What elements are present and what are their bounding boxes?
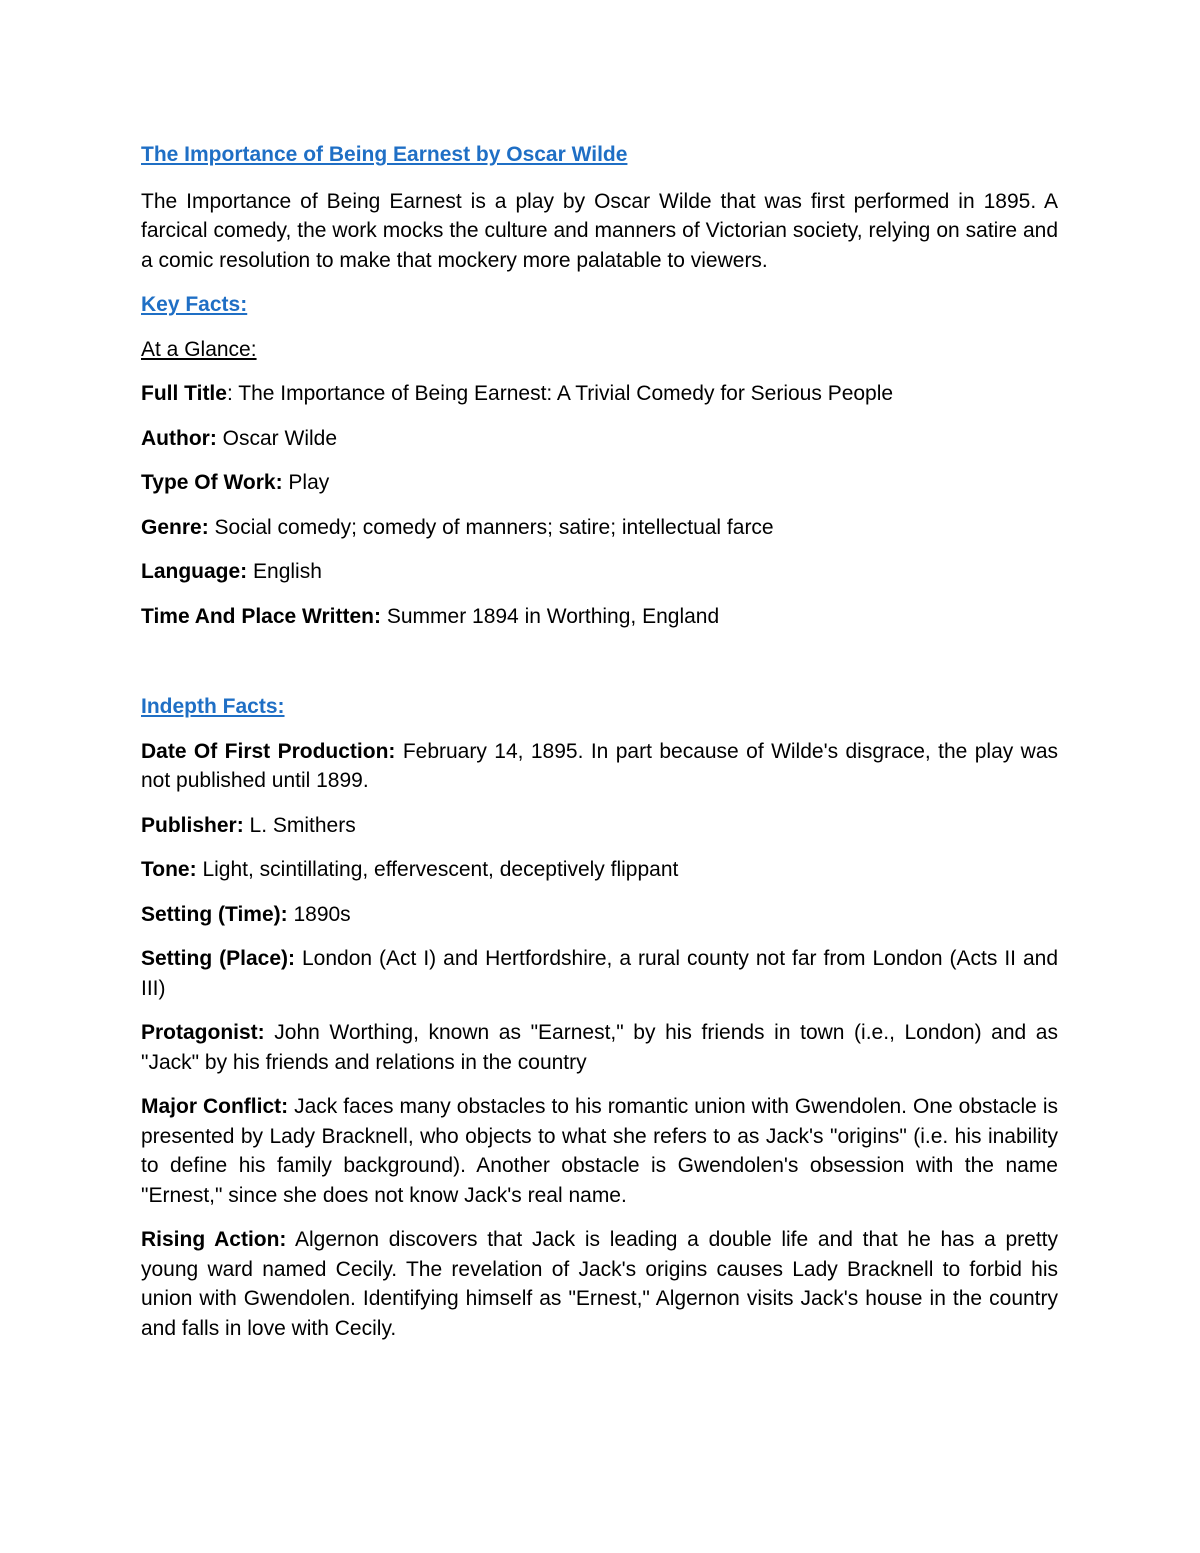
fact-label: Author: [141,426,217,450]
fact-separator [295,947,302,970]
fact-date-of-first-production [141,737,1058,796]
fact-label: Setting (Time): [141,902,288,926]
fact-full-title [141,379,1058,409]
fact-separator [286,1228,295,1251]
fact-value: L. Smithers [249,813,356,837]
fact-value: Jack faces many obstacles to his romantic union with Gwendolen. One obstacle is presented by Lady Bracknell, who objects to what she refers to as Jack's "origins" (i.e. his inability to define his family background). Another obstacle is Gwendolen's obsession with the name "Ernest," since she does not know Jack's real name. [141,1095,1058,1207]
intro-paragraph: The Importance of Being Earnest is a play by Oscar Wilde that was first performed in 1895. A farcical comedy, the work mocks the culture and manners of Victorian society, relying on satire and a comic resolution to make that mockery more palatable to viewers. [141,189,1058,272]
fact-author [141,424,1058,454]
indepth-facts-heading[interactable]: Indepth Facts: [141,695,285,718]
fact-label: Language: [141,560,248,583]
fact-value: February 14, 1895. In part because of Wilde's disgrace, the play was not published until 1899. [141,739,1058,792]
fact-setting-place [141,944,1058,1003]
fact-value: Play [288,471,330,494]
fact-setting-time [141,900,1058,930]
key-facts-heading[interactable]: Key Facts: [141,293,248,316]
fact-value: Light, scintillating, effervescent, deceptively flippant [202,858,679,881]
fact-value: Algernon discovers that Jack is leading a double life and that he has a pretty young ward named Cecily. The revelation of Jack's origins causes Lady Bracknell to forbid his union with Gwendolen. Identifying himself as "Ernest," Algernon visits Jack's house in the country and falls in love with Cecily. [141,1228,1058,1340]
fact-major-conflict [141,1092,1058,1210]
fact-value: English [253,560,322,583]
fact-label: Type Of Work: [141,471,283,494]
fact-separator [395,740,402,763]
document-page [141,140,1058,1358]
fact-value: John Worthing, known as "Earnest," by his friends in town (i.e., London) and as "Jack" by his friends and relations in the country [141,1021,1058,1074]
fact-label: Genre: [141,515,209,539]
fact-genre [141,513,1058,543]
at-a-glance-subheading: At a Glance: [141,337,257,361]
fact-separator: : [226,382,239,405]
fact-label: Publisher: [141,813,244,837]
fact-value: Oscar Wilde [222,426,338,450]
fact-label: Full Title [141,382,227,405]
fact-label: Protagonist: [141,1021,265,1044]
fact-value: London (Act I) and Hertfordshire, a rural county not far from London (Acts II and III) [141,947,1058,1000]
fact-tone [141,855,1058,885]
section-spacer [141,646,1058,692]
fact-value: The Importance of Being Earnest: A Trivial Comedy for Serious People [238,382,894,405]
document-title[interactable]: The Importance of Being Earnest by Oscar Wilde [141,143,628,166]
fact-label: Time And Place Written: [141,604,381,628]
fact-label: Setting (Place): [141,947,295,970]
fact-value: 1890s [293,902,351,926]
key-facts-list [141,379,1058,631]
indepth-facts-list [141,737,1058,1344]
fact-label: Rising Action: [141,1228,287,1251]
fact-label: Major Conflict: [141,1095,289,1118]
fact-language [141,557,1058,587]
fact-rising-action [141,1225,1058,1343]
fact-label: Date Of First Production: [141,739,396,763]
fact-type-of-work [141,468,1058,498]
fact-time-and-place-written [141,602,1058,632]
fact-publisher [141,811,1058,841]
fact-separator [265,1021,275,1044]
fact-label: Tone: [141,858,197,881]
fact-value: Social comedy; comedy of manners; satire; intellectual farce [214,515,774,539]
fact-protagonist [141,1018,1058,1077]
fact-value: Summer 1894 in Worthing, England [386,604,720,628]
